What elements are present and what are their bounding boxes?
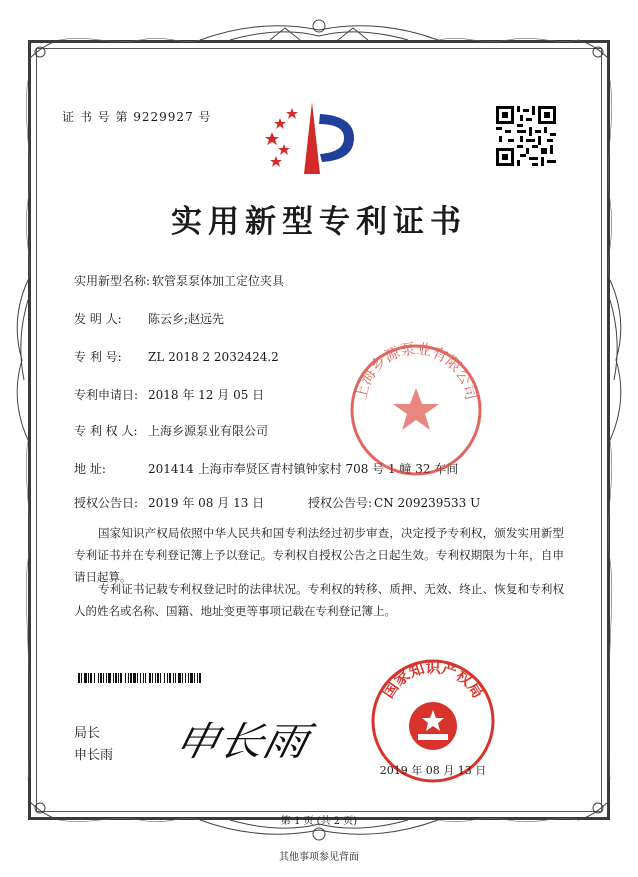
barcode-bar (188, 673, 189, 683)
field-grant-date (74, 494, 264, 511)
field-utility-model-name (74, 272, 284, 289)
barcode-bar (128, 673, 129, 683)
barcode-bar (84, 673, 87, 683)
svg-text:国家知识产权局 (379, 658, 487, 701)
field-label: 实用新型名称: (74, 274, 151, 288)
seal-date: 2019 年 08 月 13 日 (379, 764, 487, 777)
barcode-bar (113, 673, 114, 683)
barcode-bar (194, 673, 195, 683)
footer-note: 其他事项参见背面 (279, 852, 359, 863)
handwritten-signature: 申长雨 (170, 719, 313, 765)
barcode-bar (118, 673, 119, 683)
certificate-paragraph-2: 专利证书记载专利权登记时的法律状况。专利权的转移、质押、无效、终止、恢复和专利权人的姓名或名称、国籍、地址变更等事项记载在专利登记簿上。 (74, 582, 564, 618)
qr-code-icon (496, 106, 556, 166)
barcode-bar (152, 673, 153, 683)
company-seal-text: 上海乡源泵业有限公司 (351, 340, 481, 402)
barcode-bar (103, 673, 104, 683)
barcode-bar (108, 673, 111, 683)
national-emblem-seal-icon (368, 656, 498, 786)
patent-logo-icon (262, 98, 362, 178)
field-inventor (74, 310, 224, 327)
field-value: 2018 年 12 月 05 日 (148, 388, 265, 402)
barcode-bar (94, 673, 95, 683)
barcode-bar (182, 673, 183, 683)
field-grant-number (308, 494, 480, 511)
field-label: 授权公告日: (74, 496, 139, 510)
barcode-bar (190, 673, 193, 683)
barcode-bar (145, 673, 146, 683)
barcode-bar (149, 673, 151, 683)
field-patentee (74, 422, 268, 439)
barcode-bar (155, 673, 156, 683)
barcode-bar (199, 673, 201, 683)
barcode-bar (167, 673, 168, 683)
barcode-bar (157, 673, 159, 683)
company-seal-icon (346, 340, 486, 480)
barcode-bar (160, 673, 161, 683)
barcode-bar (106, 673, 107, 683)
field-value: 2019 年 08 月 13 日 (148, 496, 265, 510)
national-seal-text: 国家知识产权局 (378, 658, 488, 702)
barcode-bar (143, 673, 144, 683)
barcode-bar (185, 673, 186, 683)
certificate-title: 实用新型专利证书 (171, 204, 467, 240)
field-value: 软管泵泵体加工定位夹具 (152, 274, 285, 288)
field-patent-number (74, 348, 279, 365)
field-value: ZL 2018 2 2032424.2 (148, 350, 279, 364)
barcode-bar (140, 673, 141, 683)
certificate-paragraph-1: 国家知识产权局依照中华人民共和国专利法经过初步审查，决定授予专利权，颁发实用新型专利证书并在专利登记簿上予以登记。专利权自授权公告之日起生效。专利权期限为十年，自申请日起算。 (74, 526, 564, 584)
field-label: 专 利 号: (74, 350, 122, 364)
barcode-bar (88, 673, 89, 683)
field-label: 专 利 权 人: (74, 424, 138, 438)
barcode-icon (78, 673, 278, 683)
barcode-bar (100, 673, 102, 683)
barcode-bar (175, 673, 176, 683)
field-label: 发 明 人: (74, 312, 122, 326)
field-filing-date (74, 386, 264, 403)
barcode-bar (120, 673, 122, 683)
field-label: 地 址: (74, 462, 106, 476)
barcode-bar (125, 673, 126, 683)
barcode-bar (169, 673, 171, 683)
barcode-bar (197, 673, 198, 683)
barcode-bar (90, 673, 92, 683)
barcode-bar (78, 673, 80, 683)
barcode-bar (178, 673, 181, 683)
barcode-bar (137, 673, 138, 683)
barcode-bar (173, 673, 174, 683)
barcode-bar (130, 673, 132, 683)
field-label: 授权公告号: (308, 496, 373, 510)
barcode-bar (164, 673, 165, 683)
field-value: 陈云乡;赵远先 (148, 312, 225, 326)
field-label: 专利申请日: (74, 388, 139, 402)
page-number: 第 1 页 (共 2 页) (280, 816, 358, 827)
barcode-bar (81, 673, 82, 683)
barcode-bar (133, 673, 136, 683)
field-value: CN 209239533 U (374, 496, 481, 510)
barcode-bar (115, 673, 117, 683)
signatory-name: 申长雨 (74, 748, 114, 763)
certificate-number: 证 书 号 第 9229927 号 (62, 110, 212, 124)
field-value: 201414 上海市奉贤区青村镇钟家村 708 号 1 幢 32 车间 (148, 462, 459, 476)
field-value: 上海乡源泵业有限公司 (148, 424, 269, 438)
barcode-bar (98, 673, 99, 683)
signatory-role: 局长 (74, 726, 101, 741)
